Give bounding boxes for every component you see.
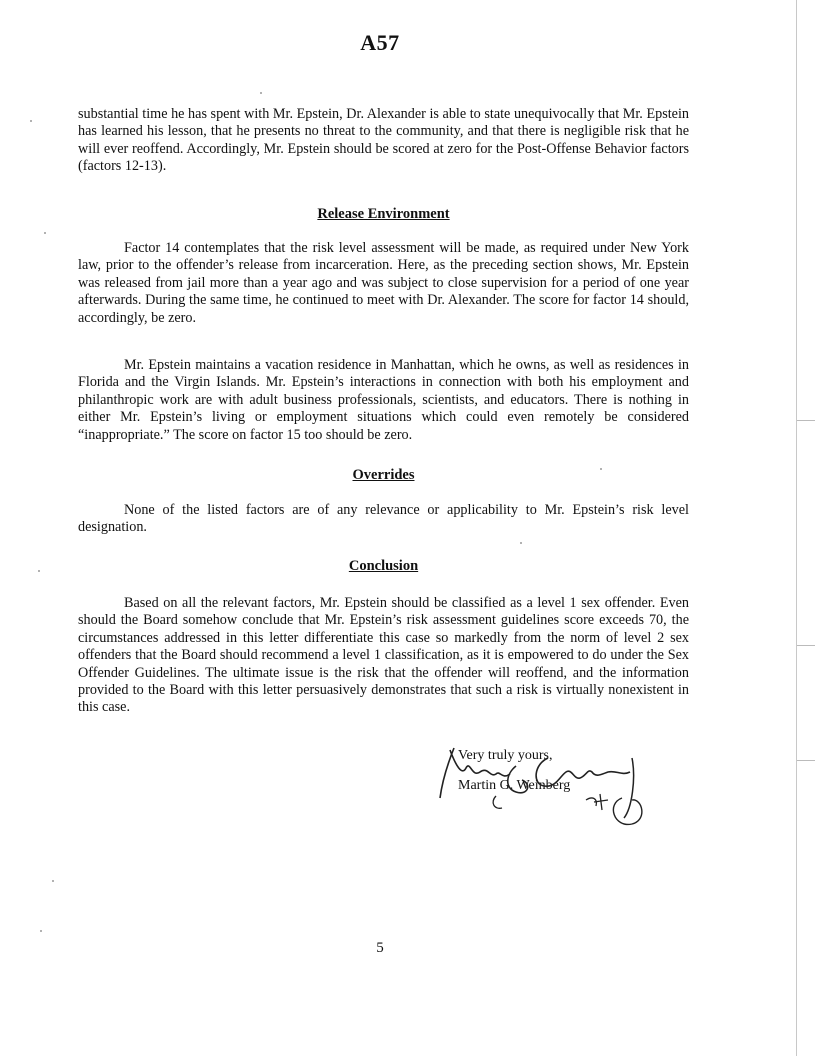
heading-release-environment: Release Environment (317, 206, 450, 222)
scan-edge-mark (797, 645, 815, 646)
scan-edge-mark (797, 420, 815, 421)
signatory-name: Martin G. Weinberg (458, 778, 571, 793)
scan-speck (44, 232, 46, 234)
paragraph-post-offense: substantial time he has spent with Mr. Epstein, Dr. Alexander is able to state unequivocally that Mr. Epstein has learned his lesson, that he presents no threat to the community, and that there is negligible risk that he will ever reoffend. Accordingly, Mr. Epstein should be scored at zero for the Post-Offense Behavior factors (factors 12-13). (78, 106, 689, 175)
scan-speck (52, 880, 54, 882)
paragraph-conclusion: Based on all the relevant factors, Mr. Epstein should be classified as a level 1 sex offender. Even should the Board somehow conclude that Mr. Epstein’s risk assessment guidelines score exceeds 70, the circumstances addressed in this letter differentiate this case so markedly from the norm of level 2 sex offenders that the Board should recommend a level 1 classification, as it is empowered to do under the Sex Offender Guidelines. The ultimate issue is the risk that the offender will reoffend, and the information provided to the Board with this letter persuasively demonstrates that such a risk is virtually nonexistent in this case. (78, 595, 689, 716)
scan-edge-mark (797, 760, 815, 761)
scan-speck (38, 570, 40, 572)
paragraph-overrides: None of the listed factors are of any relevance or applicability to Mr. Epstein’s risk level designation. (78, 502, 689, 536)
scan-speck (260, 92, 262, 94)
paragraph-factor-15: Mr. Epstein maintains a vacation residence in Manhattan, which he owns, as well as residences in Florida and the Virgin Islands. Mr. Epstein’s interactions in connection with both his employment and philanthropic work are with adult business professionals, scientists, and educators. There is nothing in either Mr. Epstein’s living or employment situations which could even remotely be considered “inappropriate.” The score on factor 15 too should be zero. (78, 357, 689, 443)
scan-speck (40, 930, 42, 932)
scan-speck (600, 468, 602, 470)
scan-edge-line (796, 0, 797, 1056)
exhibit-label: A57 (360, 30, 400, 55)
handwritten-signature (436, 738, 666, 833)
scan-speck (520, 542, 522, 544)
heading-conclusion: Conclusion (348, 558, 419, 574)
paragraph-factor-14: Factor 14 contemplates that the risk level assessment will be made, as required under New York law, prior to the offender’s release from incarceration. Here, as the preceding section shows, Mr. Epstein was released from jail more than a year ago and was subject to close supervision for a period of one year afterwards. During the same time, he continued to meet with Dr. Alexander. The score for factor 14 should, accordingly, be zero. (78, 240, 689, 326)
closing-salutation: Very truly yours, (458, 748, 553, 763)
page-number: 5 (376, 940, 384, 956)
scan-speck (30, 120, 32, 122)
heading-overrides: Overrides (352, 467, 415, 483)
